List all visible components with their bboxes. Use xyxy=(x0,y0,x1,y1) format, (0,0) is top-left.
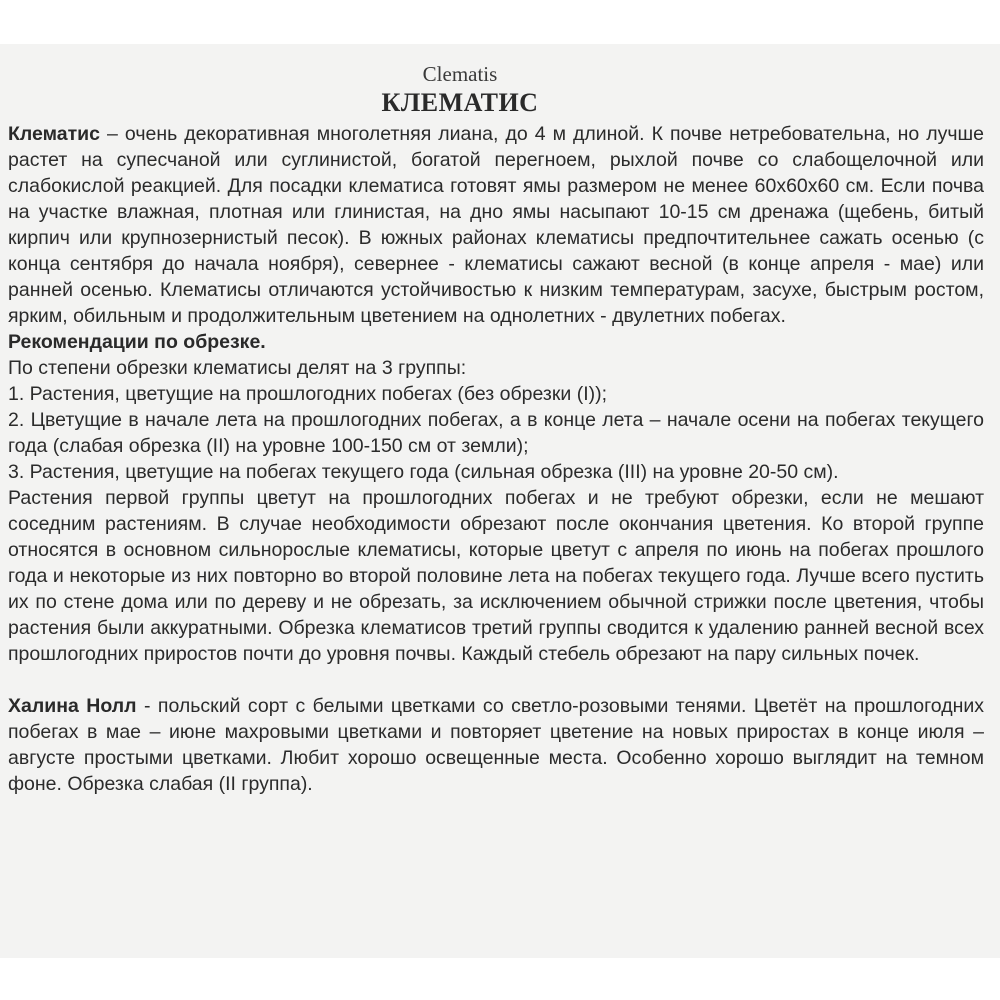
instruction-sheet xyxy=(0,44,1000,958)
intro-text: – очень декоративная многолетняя лиана, до 4 м длиной. К почве нетребовательна, но лучше растет на супесчаной или суглинистой, богатой перегноем, рыхлой почве со слабощелочной или слабокислой реакцией. Для посадки клематиса готовят ямы размером не менее 60х60х60 см. Если почва на участке влажная, плотная или глинистая, на дно ямы насыпают 10-15 см дренажа (щебень, битый кирпич или крупнозернистый песок). В южных районах клематисы предпочтительнее сажать осенью (с конца сентября до начала ноября), севернее - клематисы сажают весной (в конце апреля - мае) или ранней осенью. Клематисы отличаются устойчивостью к низким температурам, засухе, быстрым ростом, ярким, обильным и продолжительным цветением на однолетних - двулетних побегах. xyxy=(8,123,984,327)
pruning-group-item: 3. Растения, цветущие на побегах текущего года (сильная обрезка (III) на уровне 20-50 см). xyxy=(8,461,839,483)
spacer xyxy=(8,667,984,693)
page-title: КЛЕМАТИС xyxy=(381,88,539,117)
variety-paragraph xyxy=(8,693,984,797)
pruning-group-item: 2. Цветущие в начале лета на прошлогодних побегах, а в конце лета – начале осени на побегах текущего года (слабая обрезка (II) на уровне 100-150 см от земли); xyxy=(8,409,984,457)
pruning-group-item: 1. Растения, цветущие на прошлогодних побегах (без обрезки (I)); xyxy=(8,383,608,405)
latin-title: Clematis xyxy=(422,62,498,86)
document-body xyxy=(8,121,984,797)
intro-term: Клематис xyxy=(8,123,101,145)
pruning-heading: Рекомендации по обрезке. xyxy=(8,331,266,353)
intro-paragraph xyxy=(8,121,984,329)
pruning-paragraph: Растения первой группы цветут на прошлогодних побегах и не требуют обрезки, если не мешают соседним растениям. В случае необходимости обрезают после окончания цветения. Ко второй группе относятся в основном сильнорослые клематисы, которые цветут с апреля по июнь на побегах прошлого года и некоторые из них повторно во второй половине лета на побегах текущего года. Лучше всего пустить их по стене дома или по дереву и не обрезать, за исключением обычной стрижки после цветения, чтобы растения были аккуратными. Обрезка клематисов третий группы сводится к удалению ранней весной всех прошлогодних приростов почти до уровня почвы. Каждый стебель обрезают на пару сильных почек. xyxy=(8,487,984,665)
variety-name: Халина Нолл xyxy=(8,695,137,717)
pruning-lead: По степени обрезки клематисы делят на 3 группы: xyxy=(8,357,467,379)
variety-text: - польский сорт с белыми цветками со светло-розовыми тенями. Цветёт на прошлогодних побегах в мае – июне махровыми цветками и повторяет цветение на новых приростах в конце июля – августе простыми цветками. Любит хорошо освещенные места. Особенно хорошо выглядит на темном фоне. Обрезка слабая (II группа). xyxy=(8,695,984,795)
